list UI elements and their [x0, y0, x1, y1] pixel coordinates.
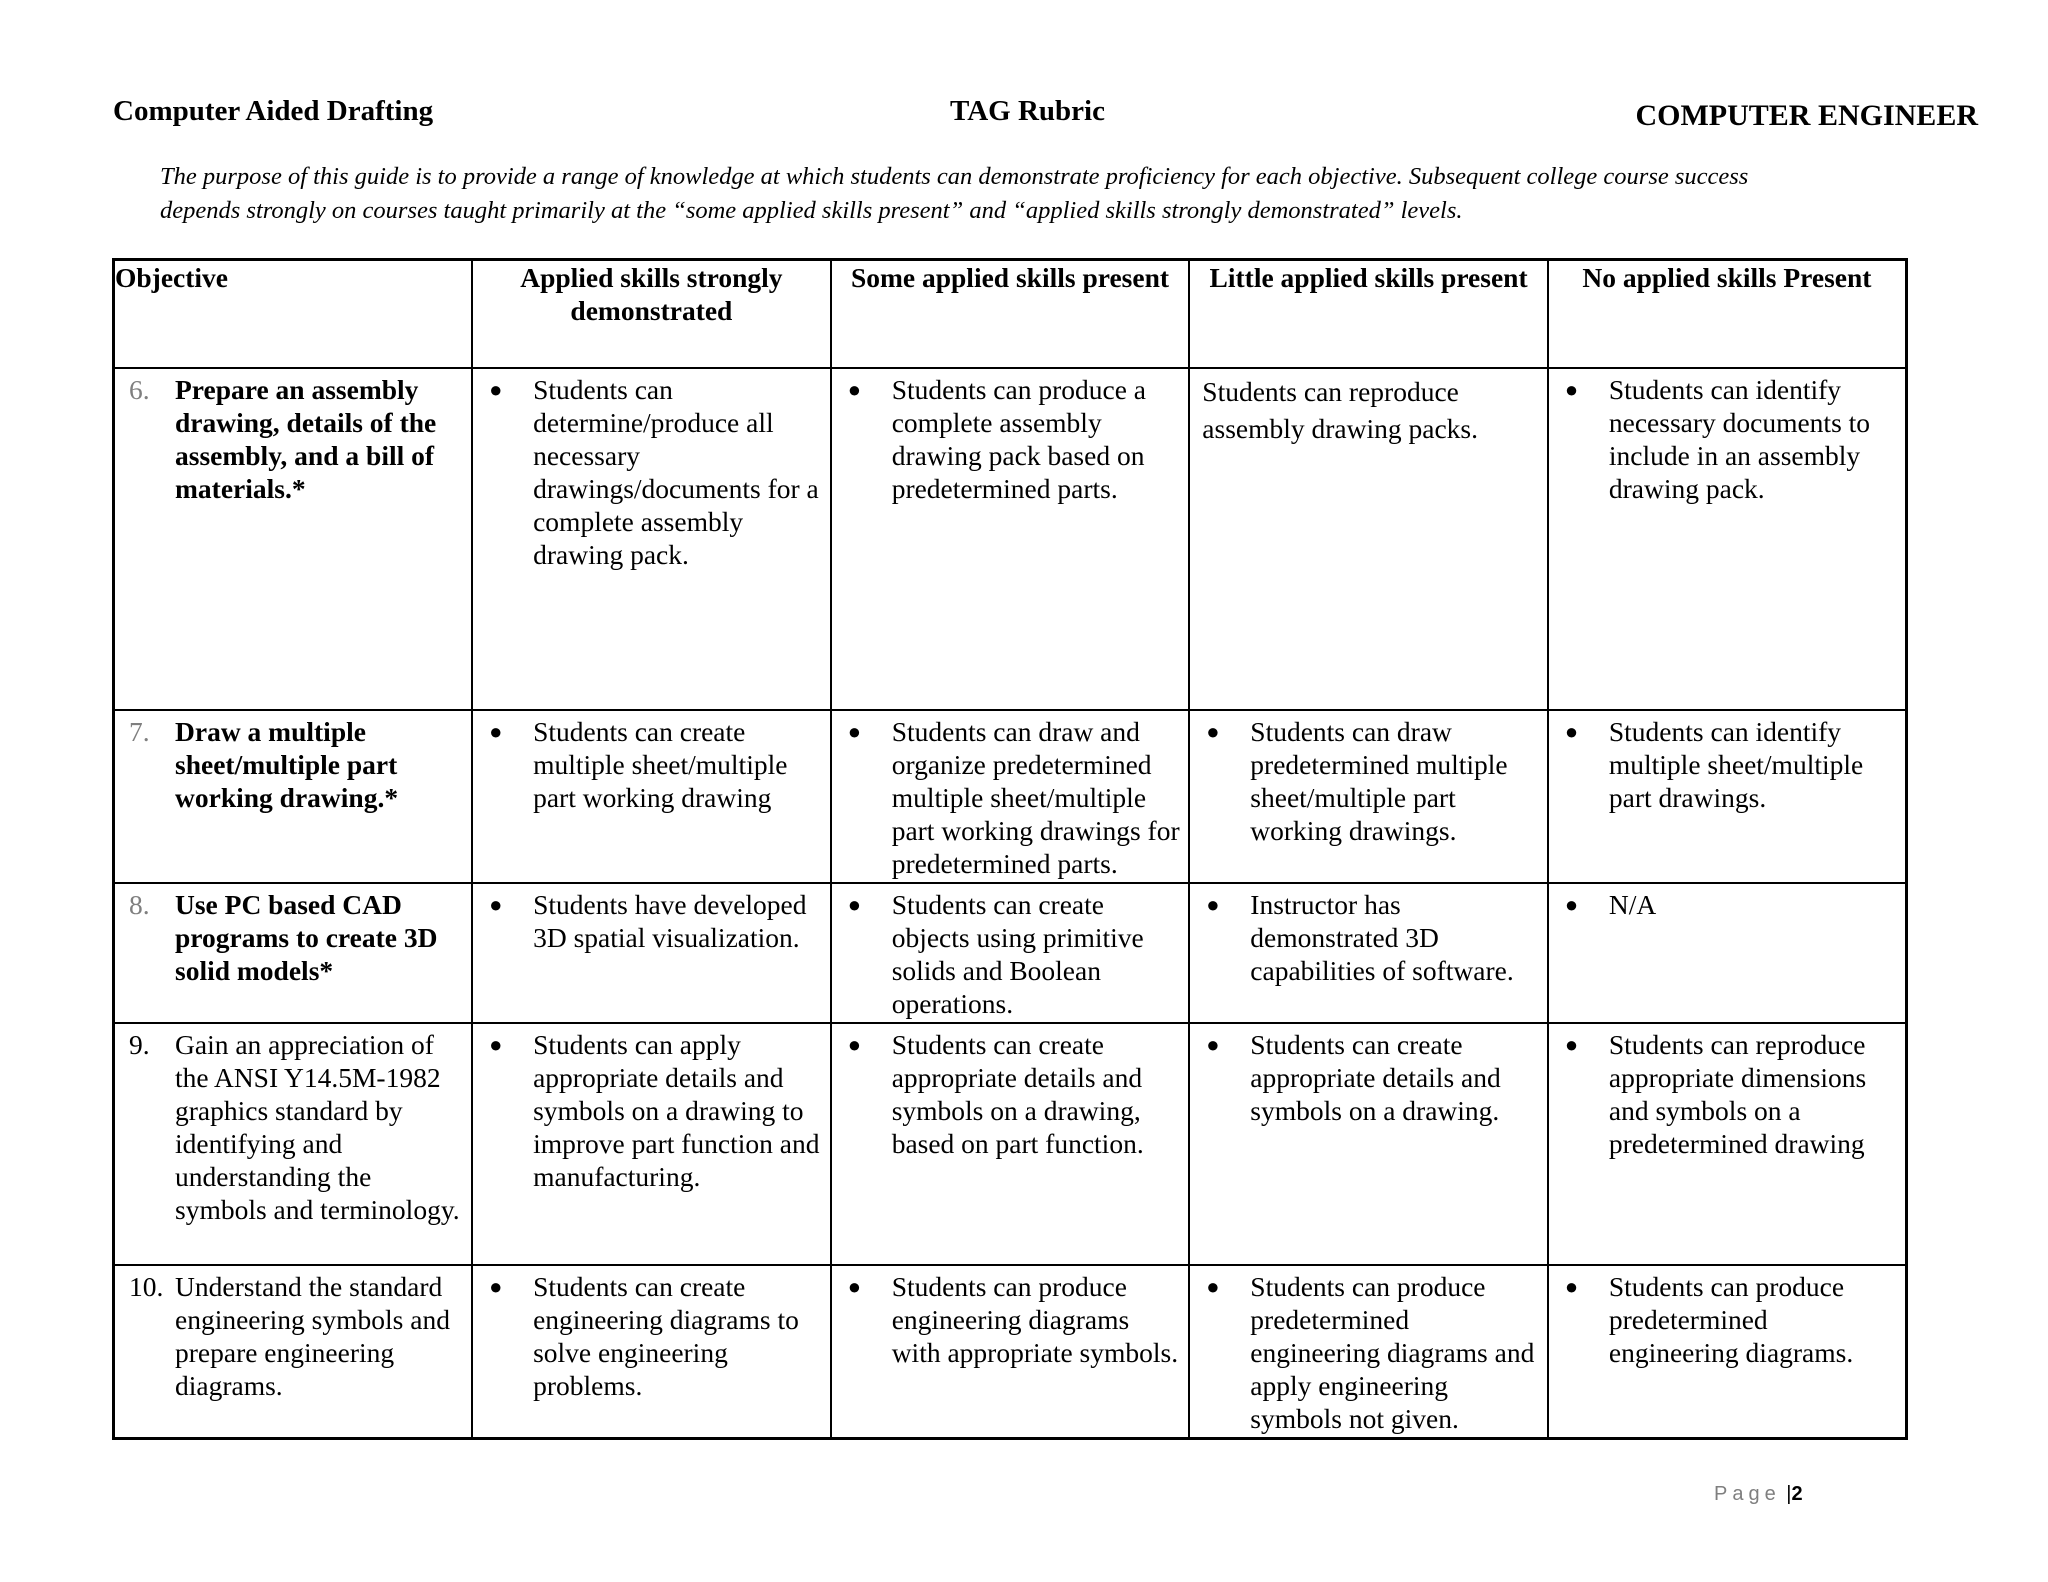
objective-text: Draw a multiple sheet/multiple part working drawing.*: [175, 716, 399, 813]
cell-text: Students can create engineering diagrams to solve engineering problems.: [533, 1271, 799, 1401]
bullet-icon: ●: [489, 892, 503, 917]
bullet-icon: ●: [489, 1274, 503, 1299]
cell-text: Students can determine/produce all necessary drawings/documents for a complete assembly drawing pack.: [533, 374, 819, 570]
bullet-icon: ●: [1206, 1274, 1220, 1299]
none-cell: [1548, 368, 1907, 710]
cell-text: Students can create appropriate details and symbols on a drawing, based on part function.: [891, 1029, 1144, 1159]
cell-text: Students can identify necessary documents to include in an assembly drawing pack.: [1608, 374, 1871, 504]
objective-cell: [114, 1265, 473, 1439]
cell-text: Students can produce engineering diagrams with appropriate symbols.: [891, 1271, 1179, 1368]
objective-number: 9.: [129, 1029, 150, 1060]
little-cell: [1189, 368, 1548, 710]
cell-text: Students have developed 3D spatial visualization.: [533, 889, 807, 953]
table-header-row: [114, 260, 1907, 369]
bullet-icon: ●: [1206, 719, 1220, 744]
table-row: [114, 710, 1907, 883]
bullet-icon: ●: [1564, 719, 1579, 744]
strong-cell: [472, 710, 831, 883]
objective-text: Prepare an assembly drawing, details of the assembly, and a bill of materials.*: [175, 374, 437, 504]
cell-text: Students can reproduce assembly drawing packs.: [1202, 376, 1478, 444]
little-cell: [1189, 1023, 1548, 1265]
intro-line-2: depends strongly on courses taught primarily at the “some applied skills present” and “applied skills strongly demonstrated” levels.: [160, 197, 1463, 224]
none-cell: [1548, 883, 1907, 1023]
bullet-icon: ●: [847, 1032, 861, 1057]
little-cell: [1189, 710, 1548, 883]
objective-cell: [114, 1023, 473, 1265]
objective-number: 6.: [129, 374, 150, 405]
cell-text: Students can draw predetermined multiple sheet/multiple part working drawings.: [1250, 716, 1508, 846]
intro-line-1: The purpose of this guide is to provide a range of knowledge at which students can demonstrate proficiency for each objective. Subsequent college course success: [160, 163, 1749, 190]
little-cell: [1189, 883, 1548, 1023]
table-row: [114, 1265, 1907, 1439]
page-label: Page: [1714, 1483, 1781, 1505]
strong-cell: [472, 883, 831, 1023]
bullet-icon: ●: [489, 1032, 503, 1057]
objective-number: 8.: [129, 889, 150, 920]
cell-text: Students can draw and organize predetermined multiple sheet/multiple part working drawings for predetermined parts.: [891, 716, 1180, 879]
strong-cell: [472, 1265, 831, 1439]
cell-text: Students can create appropriate details and symbols on a drawing.: [1250, 1029, 1501, 1126]
bullet-icon: ●: [1206, 1032, 1220, 1057]
bullet-icon: ●: [847, 892, 861, 917]
little-cell: [1189, 1265, 1548, 1439]
objective-cell: [114, 710, 473, 883]
document-header-center: TAG Rubric: [950, 95, 1105, 127]
none-cell: [1548, 1265, 1907, 1439]
page-number: 2: [1791, 1483, 1803, 1505]
table-row: [114, 1023, 1907, 1265]
none-cell: [1548, 1023, 1907, 1265]
cell-text: Students can identify multiple sheet/multiple part drawings.: [1608, 716, 1864, 813]
none-cell: [1548, 710, 1907, 883]
header-strong: Applied skills strongly demonstrated: [472, 260, 831, 369]
bullet-icon: ●: [489, 377, 503, 402]
cell-text: Students can produce predetermined engineering diagrams.: [1608, 1271, 1854, 1368]
objective-text: Gain an appreciation of the ANSI Y14.5M-1982 graphics standard by identifying and understanding the symbols and terminology.: [175, 1029, 460, 1225]
cell-text: Students can produce a complete assembly drawing pack based on predetermined parts.: [891, 374, 1146, 504]
strong-cell: [472, 368, 831, 710]
cell-text: Students can reproduce appropriate dimensions and symbols on a predetermined drawing: [1608, 1029, 1867, 1159]
bullet-icon: ●: [1564, 1032, 1579, 1057]
document-header-right: COMPUTER ENGINEER: [1635, 99, 1978, 132]
some-cell: [831, 883, 1190, 1023]
objective-text: Use PC based CAD programs to create 3D solid models*: [175, 889, 438, 986]
header-objective: Objective: [114, 260, 473, 369]
objective-cell: [114, 883, 473, 1023]
page-separator: |: [1786, 1483, 1792, 1505]
some-cell: [831, 710, 1190, 883]
document-header-left: Computer Aided Drafting: [113, 95, 434, 127]
header-little: Little applied skills present: [1189, 260, 1548, 369]
cell-text: Students can produce predetermined engineering diagrams and apply engineering symbols not given.: [1250, 1271, 1535, 1434]
header-some: Some applied skills present: [831, 260, 1190, 369]
page-footer: [1714, 1483, 1803, 1506]
bullet-icon: ●: [847, 377, 861, 402]
some-cell: [831, 1023, 1190, 1265]
bullet-icon: ●: [489, 719, 503, 744]
objective-number: 7.: [129, 716, 150, 747]
cell-text: Students can create multiple sheet/multiple part working drawing: [533, 716, 788, 813]
rubric-table: [112, 258, 1908, 1440]
bullet-icon: ●: [847, 719, 861, 744]
bullet-icon: ●: [1206, 892, 1220, 917]
objective-cell: [114, 368, 473, 710]
some-cell: [831, 1265, 1190, 1439]
cell-text: Students can create objects using primitive solids and Boolean operations.: [891, 889, 1144, 1019]
cell-text: Students can apply appropriate details and symbols on a drawing to improve part function and manufacturing.: [533, 1029, 820, 1192]
table-row: [114, 883, 1907, 1023]
intro-paragraph: [160, 160, 1920, 228]
header-none: No applied skills Present: [1548, 260, 1907, 369]
bullet-icon: ●: [847, 1274, 861, 1299]
some-cell: [831, 368, 1190, 710]
cell-text: N/A: [1608, 889, 1657, 920]
cell-text: Instructor has demonstrated 3D capabilities of software.: [1250, 889, 1514, 986]
bullet-icon: ●: [1564, 892, 1579, 917]
objective-number: 10.: [129, 1271, 164, 1302]
bullet-icon: ●: [1564, 377, 1579, 402]
table-row: [114, 368, 1907, 710]
bullet-icon: ●: [1564, 1274, 1579, 1299]
strong-cell: [472, 1023, 831, 1265]
objective-text: Understand the standard engineering symbols and prepare engineering diagrams.: [175, 1271, 450, 1401]
